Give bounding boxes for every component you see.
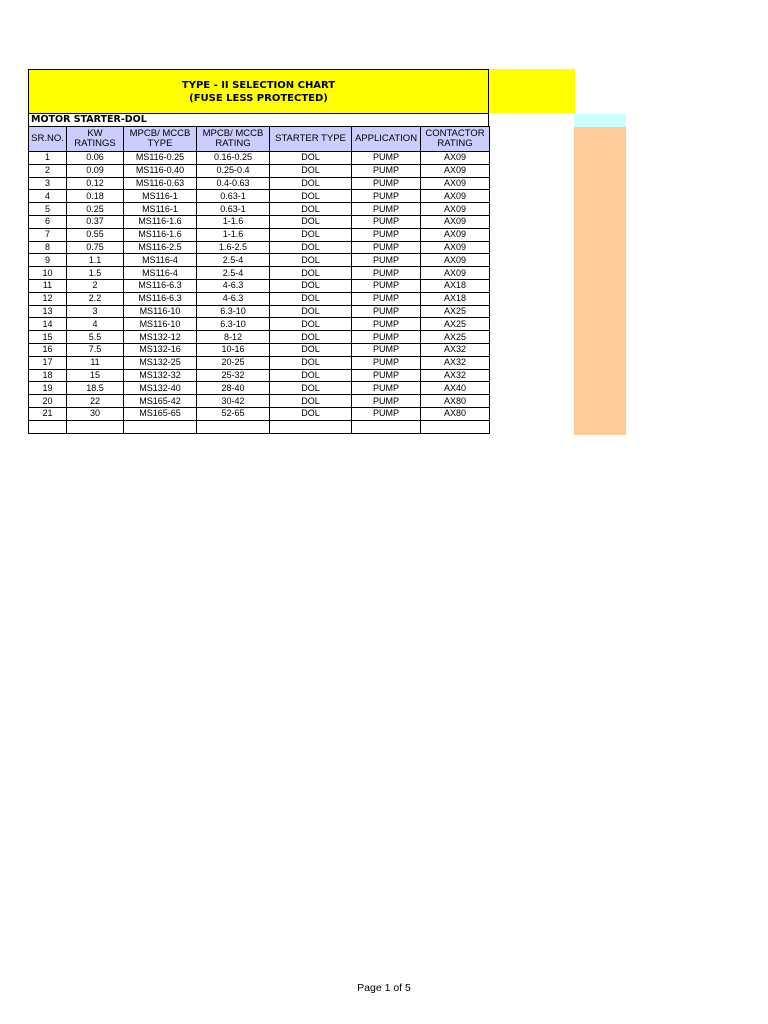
column-header: MPCB/ MCCB RATING bbox=[197, 127, 270, 152]
table-cell: MS132-16 bbox=[124, 343, 197, 356]
table-cell: 7.5 bbox=[67, 343, 124, 356]
table-cell: MS116-4 bbox=[124, 267, 197, 280]
table-cell: PUMP bbox=[352, 395, 421, 408]
table-cell: 20 bbox=[29, 395, 67, 408]
table-cell: PUMP bbox=[352, 215, 421, 228]
table-cell: 0.09 bbox=[67, 164, 124, 177]
table-cell: 0.63-1 bbox=[197, 203, 270, 216]
table-cell: DOL bbox=[270, 215, 352, 228]
table-cell: MS116-6.3 bbox=[124, 279, 197, 292]
table-cell: 1.1 bbox=[67, 254, 124, 267]
table-cell: AX25 bbox=[421, 318, 490, 331]
table-cell: 0.25 bbox=[67, 203, 124, 216]
table-cell: AX09 bbox=[421, 228, 490, 241]
table-cell: PUMP bbox=[352, 228, 421, 241]
table-cell: MS132-25 bbox=[124, 356, 197, 369]
table-row bbox=[29, 177, 490, 190]
table-cell: DOL bbox=[270, 228, 352, 241]
table-row bbox=[29, 395, 490, 408]
table-cell: MS116-0.63 bbox=[124, 177, 197, 190]
table-cell: AX09 bbox=[421, 203, 490, 216]
table-body bbox=[29, 152, 490, 434]
table-cell: 19 bbox=[29, 382, 67, 395]
chart-title-line2: (FUSE LESS PROTECTED) bbox=[189, 92, 328, 104]
table-cell: 52-65 bbox=[197, 407, 270, 420]
table-cell: MS116-1 bbox=[124, 203, 197, 216]
table-row bbox=[29, 343, 490, 356]
table-cell: PUMP bbox=[352, 177, 421, 190]
table-cell: 14 bbox=[29, 318, 67, 331]
table-row bbox=[29, 305, 490, 318]
table-cell: DOL bbox=[270, 407, 352, 420]
column-fill-extension bbox=[574, 127, 626, 435]
table-cell: MS116-1.6 bbox=[124, 215, 197, 228]
table-cell: 25-32 bbox=[197, 369, 270, 382]
table-cell: 1-1.6 bbox=[197, 215, 270, 228]
table-cell: 2.5-4 bbox=[197, 254, 270, 267]
table-cell bbox=[124, 420, 197, 433]
table-cell: 3 bbox=[29, 177, 67, 190]
table-cell: PUMP bbox=[352, 343, 421, 356]
table-cell: PUMP bbox=[352, 254, 421, 267]
selection-table bbox=[28, 126, 490, 434]
table-cell: 2 bbox=[29, 164, 67, 177]
table-cell: DOL bbox=[270, 318, 352, 331]
table-cell: 4 bbox=[67, 318, 124, 331]
table-row bbox=[29, 356, 490, 369]
table-cell: 0.37 bbox=[67, 215, 124, 228]
table-cell: 6.3-10 bbox=[197, 318, 270, 331]
table-cell: 1 bbox=[29, 152, 67, 165]
table-cell: 11 bbox=[67, 356, 124, 369]
table-cell: 0.75 bbox=[67, 241, 124, 254]
table-cell: DOL bbox=[270, 305, 352, 318]
column-header: CONTACTOR RATING bbox=[421, 127, 490, 152]
column-header: APPLICATION bbox=[352, 127, 421, 152]
table-cell: 15 bbox=[67, 369, 124, 382]
table-cell: MS132-32 bbox=[124, 369, 197, 382]
table-cell: MS116-10 bbox=[124, 305, 197, 318]
table-cell: AX25 bbox=[421, 305, 490, 318]
table-row bbox=[29, 369, 490, 382]
table-cell: MS116-1 bbox=[124, 190, 197, 203]
table-cell: DOL bbox=[270, 395, 352, 408]
table-cell: AX40 bbox=[421, 382, 490, 395]
section-heading: MOTOR STARTER-DOL bbox=[28, 113, 489, 126]
table-cell: 6 bbox=[29, 215, 67, 228]
table-cell: 12 bbox=[29, 292, 67, 305]
table-cell: MS116-0.40 bbox=[124, 164, 197, 177]
table-cell: 0.63-1 bbox=[197, 190, 270, 203]
table-cell: 10 bbox=[29, 267, 67, 280]
table-row bbox=[29, 164, 490, 177]
table-cell: 9 bbox=[29, 254, 67, 267]
table-cell: MS116-10 bbox=[124, 318, 197, 331]
table-cell: 0.06 bbox=[67, 152, 124, 165]
table-cell: AX09 bbox=[421, 177, 490, 190]
table-row bbox=[29, 241, 490, 254]
table-cell: 0.16-0.25 bbox=[197, 152, 270, 165]
table-cell: DOL bbox=[270, 369, 352, 382]
table-cell: 2.2 bbox=[67, 292, 124, 305]
table-cell: 22 bbox=[67, 395, 124, 408]
table-cell: 4-6.3 bbox=[197, 292, 270, 305]
table-cell: 0.4-0.63 bbox=[197, 177, 270, 190]
table-cell: DOL bbox=[270, 292, 352, 305]
table-cell: 30 bbox=[67, 407, 124, 420]
table-cell: MS132-12 bbox=[124, 331, 197, 344]
table-cell: AX09 bbox=[421, 190, 490, 203]
table-row bbox=[29, 279, 490, 292]
table-cell: 0.12 bbox=[67, 177, 124, 190]
table-cell: AX18 bbox=[421, 292, 490, 305]
table-cell: PUMP bbox=[352, 407, 421, 420]
table-cell: 5 bbox=[29, 203, 67, 216]
table-cell: PUMP bbox=[352, 292, 421, 305]
table-cell: PUMP bbox=[352, 267, 421, 280]
table-row bbox=[29, 420, 490, 433]
table-cell: 30-42 bbox=[197, 395, 270, 408]
table-header-row bbox=[29, 127, 490, 152]
table-cell: MS116-1.6 bbox=[124, 228, 197, 241]
table-cell: DOL bbox=[270, 331, 352, 344]
table-cell: PUMP bbox=[352, 241, 421, 254]
table-cell: AX09 bbox=[421, 254, 490, 267]
table-row bbox=[29, 382, 490, 395]
table-row bbox=[29, 331, 490, 344]
table-cell: 13 bbox=[29, 305, 67, 318]
table-cell: 28-40 bbox=[197, 382, 270, 395]
table-cell: AX80 bbox=[421, 395, 490, 408]
table-cell: PUMP bbox=[352, 369, 421, 382]
table-cell: DOL bbox=[270, 203, 352, 216]
table-cell: PUMP bbox=[352, 279, 421, 292]
table-cell: AX09 bbox=[421, 215, 490, 228]
table-row bbox=[29, 152, 490, 165]
table-cell: DOL bbox=[270, 190, 352, 203]
table-cell: PUMP bbox=[352, 190, 421, 203]
table-cell: DOL bbox=[270, 267, 352, 280]
table-cell: MS116-6.3 bbox=[124, 292, 197, 305]
table-cell: 11 bbox=[29, 279, 67, 292]
table-cell: 2 bbox=[67, 279, 124, 292]
table-cell: DOL bbox=[270, 279, 352, 292]
table-cell: AX18 bbox=[421, 279, 490, 292]
table-cell: 1.6-2.5 bbox=[197, 241, 270, 254]
table-cell: AX80 bbox=[421, 407, 490, 420]
table-row bbox=[29, 228, 490, 241]
table-cell bbox=[197, 420, 270, 433]
table-cell: PUMP bbox=[352, 382, 421, 395]
table-cell: MS116-4 bbox=[124, 254, 197, 267]
table-cell: DOL bbox=[270, 254, 352, 267]
table-cell: MS165-65 bbox=[124, 407, 197, 420]
table-cell bbox=[270, 420, 352, 433]
table-cell: 20-25 bbox=[197, 356, 270, 369]
table-cell: AX32 bbox=[421, 343, 490, 356]
table-cell: DOL bbox=[270, 356, 352, 369]
table-cell: PUMP bbox=[352, 305, 421, 318]
table-cell bbox=[29, 420, 67, 433]
table-cell: 7 bbox=[29, 228, 67, 241]
table-cell: AX09 bbox=[421, 241, 490, 254]
table-cell: 21 bbox=[29, 407, 67, 420]
table-row bbox=[29, 203, 490, 216]
table-cell: DOL bbox=[270, 152, 352, 165]
table-cell: DOL bbox=[270, 382, 352, 395]
page-number: Page 1 of 5 bbox=[357, 982, 411, 994]
header-fill-extension bbox=[489, 69, 575, 113]
subtitle-fill-extension bbox=[574, 114, 626, 127]
table-cell: 18 bbox=[29, 369, 67, 382]
table-row bbox=[29, 215, 490, 228]
table-cell: 3 bbox=[67, 305, 124, 318]
table-cell: AX09 bbox=[421, 267, 490, 280]
table-cell: 0.25-0.4 bbox=[197, 164, 270, 177]
table-cell: 8-12 bbox=[197, 331, 270, 344]
table-cell: MS116-2.5 bbox=[124, 241, 197, 254]
table-cell: DOL bbox=[270, 343, 352, 356]
table-cell: AX09 bbox=[421, 152, 490, 165]
column-header: MPCB/ MCCB TYPE bbox=[124, 127, 197, 152]
column-header: KW RATINGS bbox=[67, 127, 124, 152]
table-cell: PUMP bbox=[352, 356, 421, 369]
table-row bbox=[29, 318, 490, 331]
table-cell: DOL bbox=[270, 241, 352, 254]
table-cell: PUMP bbox=[352, 318, 421, 331]
table-cell: AX09 bbox=[421, 164, 490, 177]
table-cell: 0.55 bbox=[67, 228, 124, 241]
table-cell: AX25 bbox=[421, 331, 490, 344]
table-cell: DOL bbox=[270, 164, 352, 177]
table-row bbox=[29, 292, 490, 305]
table-cell: MS132-40 bbox=[124, 382, 197, 395]
column-header: STARTER TYPE bbox=[270, 127, 352, 152]
table-cell: AX32 bbox=[421, 369, 490, 382]
table-cell: PUMP bbox=[352, 164, 421, 177]
table-cell: 10-16 bbox=[197, 343, 270, 356]
table-cell bbox=[67, 420, 124, 433]
table-cell: 1-1.6 bbox=[197, 228, 270, 241]
table-cell: PUMP bbox=[352, 331, 421, 344]
table-cell: 4-6.3 bbox=[197, 279, 270, 292]
column-header: SR.NO. bbox=[29, 127, 67, 152]
table-cell: 15 bbox=[29, 331, 67, 344]
table-cell: 18.5 bbox=[67, 382, 124, 395]
table-cell: 5.5 bbox=[67, 331, 124, 344]
table-cell: PUMP bbox=[352, 152, 421, 165]
table-row bbox=[29, 190, 490, 203]
table-cell bbox=[352, 420, 421, 433]
table-row bbox=[29, 254, 490, 267]
table-cell: 8 bbox=[29, 241, 67, 254]
table-row bbox=[29, 407, 490, 420]
table-cell: MS165-42 bbox=[124, 395, 197, 408]
table-cell bbox=[421, 420, 490, 433]
table-cell: 16 bbox=[29, 343, 67, 356]
table-cell: DOL bbox=[270, 177, 352, 190]
table-row bbox=[29, 267, 490, 280]
chart-title-line1: TYPE - II SELECTION CHART bbox=[181, 79, 336, 91]
table-cell: 17 bbox=[29, 356, 67, 369]
table-cell: 1.5 bbox=[67, 267, 124, 280]
chart-title bbox=[28, 69, 489, 114]
table-cell: 4 bbox=[29, 190, 67, 203]
table-cell: 0.18 bbox=[67, 190, 124, 203]
table-cell: AX32 bbox=[421, 356, 490, 369]
table-cell: 2.5-4 bbox=[197, 267, 270, 280]
table-cell: 6.3-10 bbox=[197, 305, 270, 318]
table-cell: MS116-0.25 bbox=[124, 152, 197, 165]
table-cell: PUMP bbox=[352, 203, 421, 216]
